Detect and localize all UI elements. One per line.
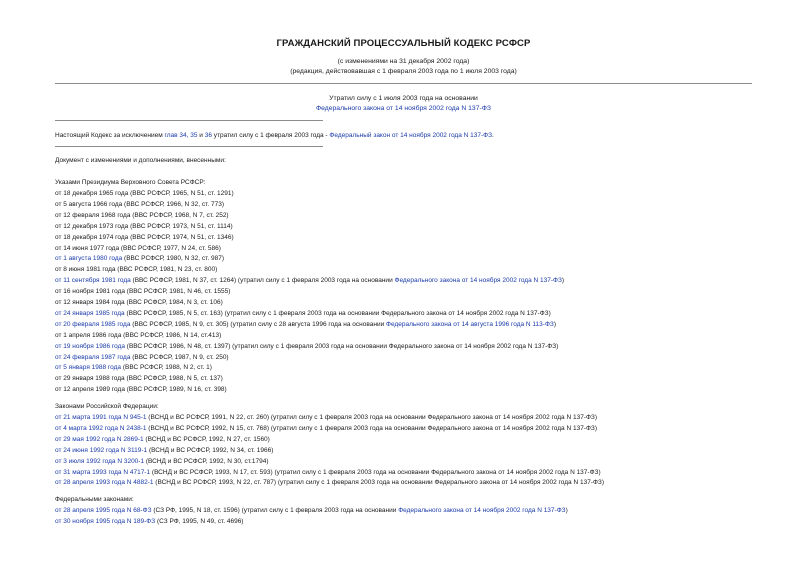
amendment-text: (ВВС РСФСР, 1986, N 48, ст. 1397) (утратил силу с 1 февраля 2003 года на основании Федерального закона от 14 ноября 2002 года N 137-ФЗ) <box>124 342 559 350</box>
repealing-law-link[interactable]: Федерального закона от 14 ноября 2002 года N 137-ФЗ <box>398 507 566 514</box>
amendment-text: (ВСНД и ВС РСФСР, 1993, N 22, ст. 787) (утратил силу с 1 февраля 2003 года на основании Федерального закона от 14 ноября 2002 года N 137-ФЗ) <box>153 479 605 487</box>
divider <box>55 146 323 147</box>
amendment-text: ) <box>565 507 568 514</box>
section-header-federal-laws: Федеральными законами: <box>55 496 134 503</box>
chapter-36-link[interactable]: 36 <box>204 132 212 139</box>
amendment-text: (ВВС РСФСР, 1985, N 9, ст. 305) (утратил силу с 28 августа 1996 года на основании <box>130 320 387 328</box>
amendment-item <box>55 223 233 231</box>
amendment-item <box>55 255 224 263</box>
amendment-item <box>55 375 223 383</box>
amendment-item <box>55 479 604 487</box>
amendment-item <box>55 458 268 466</box>
amendment-date-link[interactable]: от 21 марта 1991 года N 945-1 <box>55 414 147 421</box>
amendment-text: (ВВС РСФСР, 1981, N 37, ст. 1264) (утратил силу с 1 февраля 2003 года на основании <box>130 277 395 285</box>
amendment-item <box>55 299 223 307</box>
amendment-date-link[interactable]: от 5 января 1988 года <box>55 364 122 372</box>
amendment-date-link[interactable]: от 1 августа 1980 года <box>55 255 123 263</box>
divider <box>55 120 323 121</box>
amendment-item <box>55 447 273 455</box>
amendment-text: от 18 декабря 1974 года (ВВС РСФСР, 1974, N 51, ст. 1346) <box>55 233 234 241</box>
amendment-text: (ВСНД и ВС РСФСР, 1993, N 17, ст. 593) (утратил силу с 1 февраля 2003 года на основании Федерального закона от 14 ноября 2002 года N 137-ФЗ) <box>150 468 601 476</box>
amendment-date-link[interactable]: от 31 марта 1993 года N 4717-1 <box>55 468 151 476</box>
amendment-text: (ВСНД и ВС РСФСР, 1991, N 22, ст. 260) (утратил силу с 1 февраля 2003 года на основании Федерального закона от 14 ноября 2002 года N 137-ФЗ) <box>146 414 598 421</box>
amendment-text: от 8 июня 1981 года (ВВС РСФСР, 1981, N 23, ст. 800) <box>55 266 218 274</box>
intro-text: Документ с изменениями и дополнениями, внесенными: <box>55 157 226 164</box>
divider <box>55 83 752 84</box>
amendment-item <box>55 212 229 220</box>
section-header-rf-laws: Законами Российской Федерации: <box>55 403 159 410</box>
amendment-item <box>55 332 221 340</box>
amendment-item <box>55 425 597 433</box>
note-text: утратил силу с 1 февраля 2003 года - <box>211 132 330 139</box>
note-text: Настоящий Кодекс за исключением <box>55 132 165 139</box>
amendment-date-link[interactable]: от 4 марта 1992 года N 2438-1 <box>55 424 147 432</box>
amendment-date-link[interactable]: от 30 ноября 1995 года N 189-ФЗ <box>55 517 156 525</box>
document-title: ГРАЖДАНСКИЙ ПРОЦЕССУАЛЬНЫЙ КОДЕКС РСФСР <box>276 38 531 49</box>
amendment-item <box>55 201 224 209</box>
amendment-date-link[interactable]: от 3 июля 1992 года N 3200-1 <box>55 457 145 465</box>
note-text: и <box>197 132 205 139</box>
amendment-item <box>55 288 230 296</box>
amendment-date-link[interactable]: от 11 сентября 1981 года <box>55 277 131 285</box>
amendment-text: от 1 апреля 1986 года (ВВС РСФСР, 1986, N 14, ст.413) <box>55 331 222 339</box>
amendment-text: от 5 августа 1966 года (ВВС РСФСР, 1966, N 32, ст. 773) <box>55 200 225 208</box>
note-text: . <box>492 132 494 139</box>
amendment-item <box>55 234 234 242</box>
amendment-item <box>55 321 556 329</box>
amendment-date-link[interactable]: от 24 июня 1992 года N 3119-1 <box>55 446 148 454</box>
amendment-item <box>55 386 227 394</box>
amendment-item <box>55 518 243 526</box>
amendment-text: (ВСНД и ВС РСФСР, 1992, N 15, ст. 768) (утратил силу с 1 февраля 2003 года на основании Федерального закона от 14 ноября 2002 года N 137-ФЗ) <box>146 424 598 432</box>
amendment-text: (ВСНД и ВС РСФСР, 1992, N 30, ст.1794) <box>144 457 269 465</box>
amendment-text: от 18 декабря 1965 года (ВВС РСФСР, 1965, N 51, ст. 1291) <box>55 190 234 197</box>
amendment-text: (ВВС РСФСР, 1985, N 5, ст. 163) (утратил силу с 1 февраля 2003 года на основании Федерального закона от 14 ноября 2002 года N 137-ФЗ) <box>124 309 551 317</box>
amendment-date-link[interactable]: от 29 мая 1992 года N 2869-1 <box>55 435 144 443</box>
chapters-34-35-link[interactable]: глав 34, 35 <box>164 132 198 139</box>
amendment-text: (СЗ РФ, 1995, N 49, ст. 4696) <box>155 517 244 525</box>
amendment-date-link[interactable]: от 24 февраля 1987 года <box>55 353 131 361</box>
amendment-text: (ВВС РСФСР, 1980, N 32, ст. 987) <box>122 255 225 263</box>
repeal-text: Утратил силу с 1 июля 2003 года на основании <box>329 95 478 102</box>
amendment-text: ) <box>553 320 556 328</box>
law-137-fz-link[interactable]: Федеральный закон от 14 ноября 2002 года N 137-ФЗ <box>329 132 493 139</box>
document-subtitle-edition: (редакция, действовавшая с 1 февраля 2003 года по 1 июля 2003 года) <box>290 68 517 75</box>
amendment-date-link[interactable]: от 28 апреля 1993 года N 4882-1 <box>55 479 154 487</box>
amendment-item <box>55 310 551 318</box>
amendment-item <box>55 245 221 253</box>
amendment-text: (ВСНД и ВС РСФСР, 1992, N 27, ст. 1560) <box>143 435 270 443</box>
amendment-item <box>55 507 568 515</box>
amendment-text: от 29 января 1988 года (ВВС РСФСР, 1988, N 5, ст. 137) <box>55 375 223 383</box>
amendment-item <box>55 469 601 477</box>
amendment-item <box>55 266 217 274</box>
amendment-item <box>55 343 558 351</box>
amendment-text: от 12 декабря 1973 года (ВВС РСФСР, 1973, N 51, ст. 1114) <box>55 222 233 230</box>
amendment-text: ) <box>561 277 565 285</box>
amendment-text: от 16 ноября 1981 года (ВВС РСФСР, 1981, N 46, ст. 1555) <box>55 288 231 296</box>
amendment-text: от 12 апреля 1989 года (ВВС РСФСР, 1989, N 16, ст. 398) <box>55 386 227 394</box>
document-subtitle-amended: (с изменениями на 31 декабря 2002 года) <box>337 58 470 65</box>
amendment-text: от 12 января 1984 года (ВВС РСФСР, 1984, N 3, ст. 106) <box>55 299 223 306</box>
amendment-date-link[interactable]: от 28 апреля 1995 года N 68-ФЗ <box>55 507 152 514</box>
amendment-text: (ВВС РСФСР, 1988, N 2, ст. 1) <box>121 364 212 372</box>
repealing-law-link[interactable]: Федерального закона от 14 ноября 2002 года N 137-ФЗ <box>394 277 562 285</box>
amendment-date-link[interactable]: от 24 января 1985 года <box>55 309 125 317</box>
repeal-law-link[interactable]: Федерального закона от 14 ноября 2002 года N 137-ФЗ <box>315 105 492 112</box>
note-line <box>55 132 494 140</box>
amendment-item <box>55 414 597 422</box>
repealing-law-link[interactable]: Федерального закона от 14 августа 1996 года N 113-ФЗ <box>386 320 554 328</box>
amendment-text: (ВСНД и ВС РСФСР, 1992, N 34, ст. 1966) <box>147 446 274 454</box>
amendment-item <box>55 354 229 362</box>
amendment-item <box>55 436 270 444</box>
amendment-item <box>55 190 234 198</box>
amendment-item <box>55 364 212 372</box>
amendment-item <box>55 277 564 285</box>
amendment-text: от 14 июня 1977 года (ВВС РСФСР, 1977, N 24, ст. 586) <box>55 244 221 252</box>
amendment-text: от 12 февраля 1968 года (ВВС РСФСР, 1968, N 7, ст. 252) <box>55 211 229 219</box>
amendment-date-link[interactable]: от 19 ноября 1986 года <box>55 342 125 350</box>
amendment-text: (ВВС РСФСР, 1987, N 9, ст. 250) <box>130 353 229 361</box>
amendment-text: (СЗ РФ, 1995, N 18, ст. 1596) (утратил силу с 1 февраля 2003 года на основании <box>151 507 399 514</box>
amendment-date-link[interactable]: от 20 февраля 1985 года <box>55 320 131 328</box>
section-header-presidium-decrees: Указами Президиума Верховного Совета РСФСР: <box>55 179 206 186</box>
